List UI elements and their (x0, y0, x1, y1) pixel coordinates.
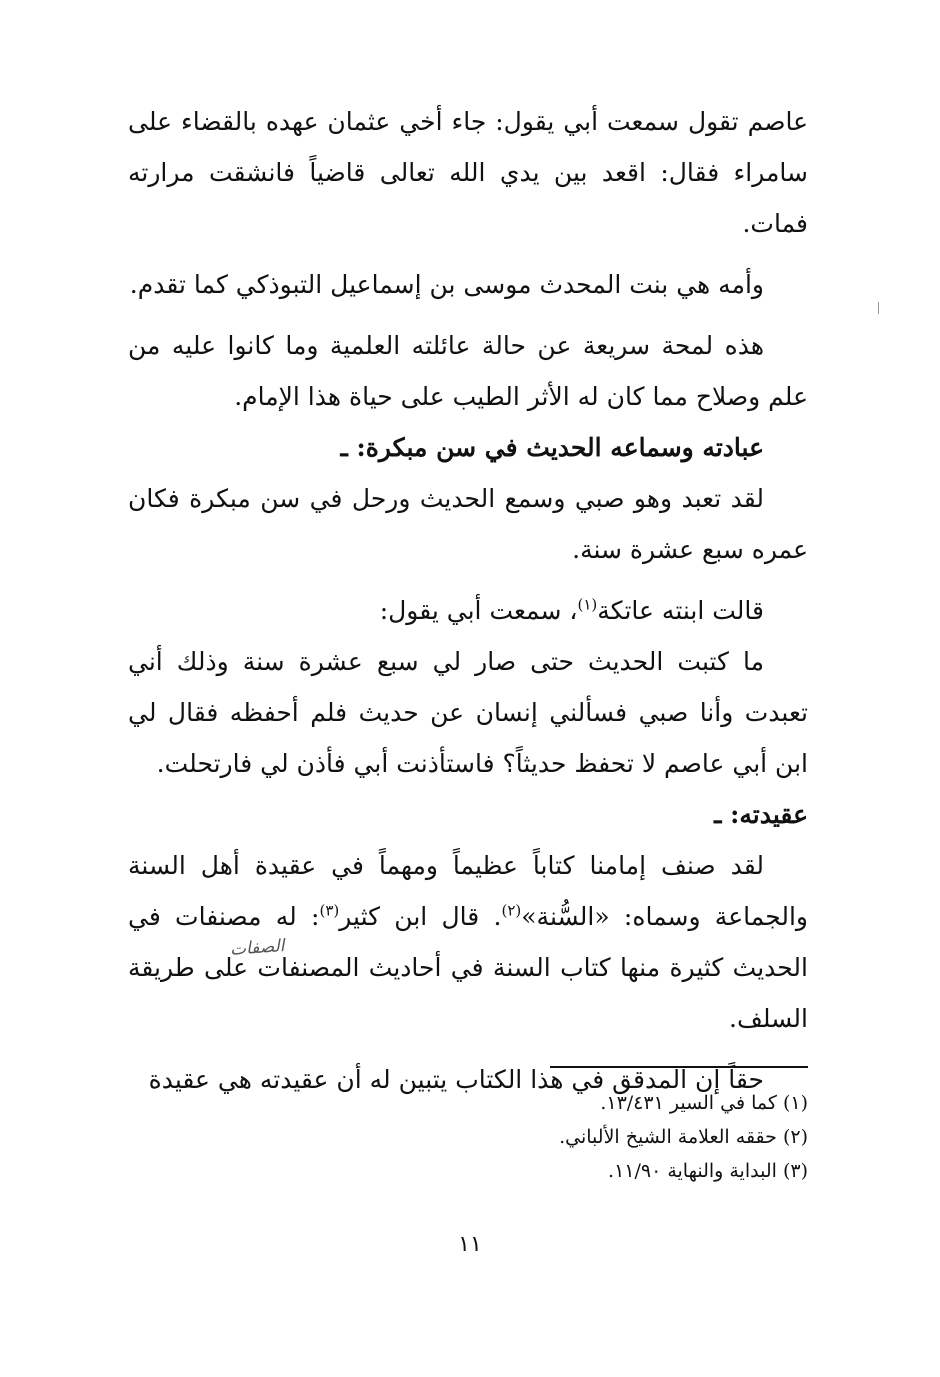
footnote-1: (١) كما في السير ١٣/٤٣١. (600, 1092, 808, 1114)
paragraph-2: وأمه هي بنت المحدث موسى بن إسماعيل التبوذكي كما تقدم. (129, 270, 764, 299)
footnote-separator (550, 1066, 808, 1068)
footnotes (128, 1086, 808, 1188)
paragraph-5-text-cont: ، سمعت أبي يقول: (379, 596, 578, 625)
handwritten-margin-note: الصفات (229, 936, 286, 960)
paragraph-4: لقد تعبد وهو صبي وسمع الحديث ورحل في سن مبكرة فكان عمره سبع عشرة سنة. (128, 484, 808, 564)
footnote-ref-2: (٢) (501, 901, 522, 920)
section-heading-worship: عبادته وسماعه الحديث في سن مبكرة: ـ (340, 433, 764, 462)
footnote-2: (٢) حققه العلامة الشيخ الألباني. (559, 1126, 808, 1148)
footnote-3: (٣) البداية والنهاية ١١/٩٠. (608, 1160, 808, 1182)
paragraph-8: حقاً إن المدقق في هذا الكتاب يتبين له أن عقيدته هي عقيدة (148, 1065, 764, 1094)
section-heading-creed: عقيدته: ـ (714, 800, 808, 829)
paragraph-5 (128, 585, 808, 636)
paragraph-6: ما كتبت الحديث حتى صار لي سبع عشرة سنة وذلك أني تعبدت وأنا صبي فسألني إنسان عن حديث فلم أحفظه فقال لي ابن أبي عاصم لا تحفظ حديثاً؟ فاستأذنت أبي فأذن لي فارتحلت. (128, 647, 808, 778)
footnote-ref-1: (١) (577, 595, 598, 614)
paragraph-7-text: لقد صنف إمامنا كتاباً عظيماً ومهماً في عقيدة أهل السنة والجماعة وسماه: «السُّنة» (128, 851, 808, 931)
scan-speck (878, 302, 879, 314)
paragraph-1: عاصم تقول سمعت أبي يقول: جاء أخي عثمان عهده بالقضاء على سامراء فقال: اقعد بين يدي الله تعالى قاضياً فانشقت مرارته فمات. (128, 107, 808, 238)
paragraph-3: هذه لمحة سريعة عن حالة عائلته العلمية وما كانوا عليه من علم وصلاح مما كان له الأثر الطيب على حياة هذا الإمام. (128, 331, 808, 411)
paragraph-7-text-cont: . قال ابن كثير (339, 902, 502, 931)
paragraph-7-text-end: : له مصنفات في الحديث كثيرة منها كتاب السنة في أحاديث المصنفات على طريقة السلف. (128, 902, 808, 1033)
page-number: ١١ (458, 1232, 482, 1257)
paragraph-5-text: قالت ابنته عاتكة (597, 596, 764, 625)
footnote-ref-3: (٣) (319, 901, 340, 920)
